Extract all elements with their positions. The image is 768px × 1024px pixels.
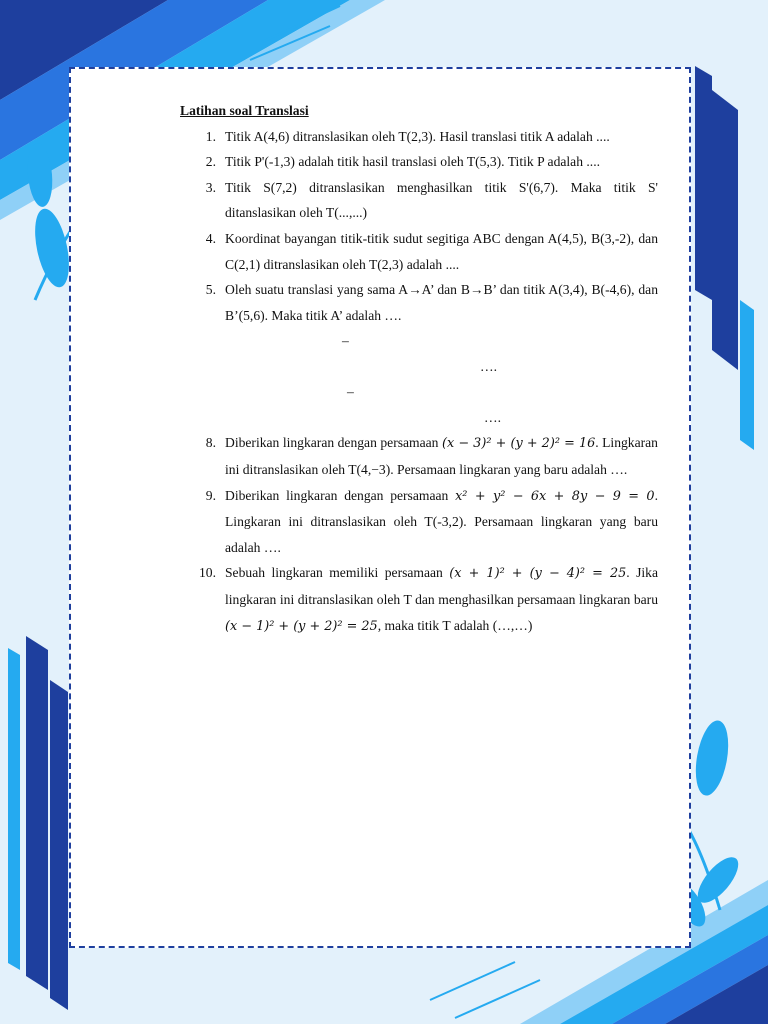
question-item: 9. Diberikan lingkaran dengan persamaan x² + y² − 6x + 8y − 9 = 0. Lingkaran ini ditranslasikan oleh T(-3,2). Persamaan lingkaran yang baru adalah …. [205, 487, 658, 555]
ellipsis-fragment: …. [484, 410, 501, 426]
equation: (x − 3)² + (y + 2)² = 16 [441, 436, 596, 452]
missing-questions-gap [180, 328, 658, 430]
question-item: 2. Titik P'(-1,3) adalah titik hasil translasi oleh T(5,3). Titik P adalah .... [205, 154, 601, 170]
decor-bar-left-cyan [8, 648, 20, 970]
question-list [180, 124, 658, 329]
decor-bar-left-navy [26, 636, 48, 990]
question-text: Titik P'(-1,3) adalah titik hasil translasi oleh T(5,3). Titik P adalah .... [225, 154, 601, 170]
decor-line-bottom [430, 962, 515, 1000]
decor-line-bottom-2 [455, 980, 540, 1018]
question-item: 5. Oleh suatu translasi yang sama A→A’ dan B→B’ dan titik A(3,4), B(-4,6), dan B’(5,6). Maka titik A’ adalah …. [205, 282, 658, 323]
equation: (x − 1)² + (y + 2)² = 25 [225, 618, 378, 634]
dash-fragment: – [342, 333, 349, 349]
question-item: 4. Koordinat bayangan titik-titik sudut segitiga ABC dengan A(4,5), B(3,-2), dan C(2,1) ditranslasikan oleh T(2,3) adalah .... [205, 230, 658, 272]
question-item: 3. Titik S(7,2) ditranslasikan menghasilkan titik S'(6,7). Maka titik S' ditanslasikan oleh T(...,...) [205, 179, 658, 221]
question-item: 1. Titik A(4,6) ditranslasikan oleh T(2,3). Hasil translasi titik A adalah .... [205, 128, 610, 144]
decor-bar-left-navy-2 [50, 680, 68, 1010]
question-text: Oleh suatu translasi yang sama A→A’ dan B→B’ dan titik A(3,4), B(-4,6), dan B’(5,6). Maka titik A’ adalah …. [225, 282, 658, 323]
question-text: Titik A(4,6) ditranslasikan oleh T(2,3). Hasil translasi titik A adalah .... [225, 128, 610, 144]
equation: (x + 1)² + (y − 4)² = 25 [449, 566, 627, 582]
question-text: Titik S(7,2) ditranslasikan menghasilkan titik S'(6,7). Maka titik S' ditanslasikan oleh T(...,...) [225, 179, 658, 221]
worksheet-content [180, 98, 658, 639]
question-item: 8. Diberikan lingkaran dengan persamaan (x − 3)² + (y + 2)² = 16. Lingkaran ini ditranslasikan oleh T(4,−3). Persamaan lingkaran yang baru adalah …. [205, 435, 658, 477]
decor-bar-right-cyan [740, 300, 754, 450]
equation: x² + y² − 6x + 8y − 9 = 0 [455, 488, 655, 504]
worksheet-title: Latihan soal Translasi [180, 103, 309, 118]
question-list-continued [180, 430, 658, 639]
question-item: 10. Sebuah lingkaran memiliki persamaan (x + 1)² + (y − 4)² = 25. Jika lingkaran ini ditranslasikan oleh T dan menghasilkan persamaan lingkaran baru (x − 1)² + (y + 2)² = 25, maka titik T adalah (…,…) [199, 565, 658, 634]
decor-bar-right-navy-2 [712, 90, 738, 370]
question-text: Koordinat bayangan titik-titik sudut segitiga ABC dengan A(4,5), B(3,-2), dan C(2,1) ditranslasikan oleh T(2,3) adalah .... [225, 230, 658, 272]
decor-bar-right-navy [695, 66, 712, 300]
dash-fragment: – [347, 384, 354, 400]
ellipsis-fragment: …. [480, 359, 497, 375]
